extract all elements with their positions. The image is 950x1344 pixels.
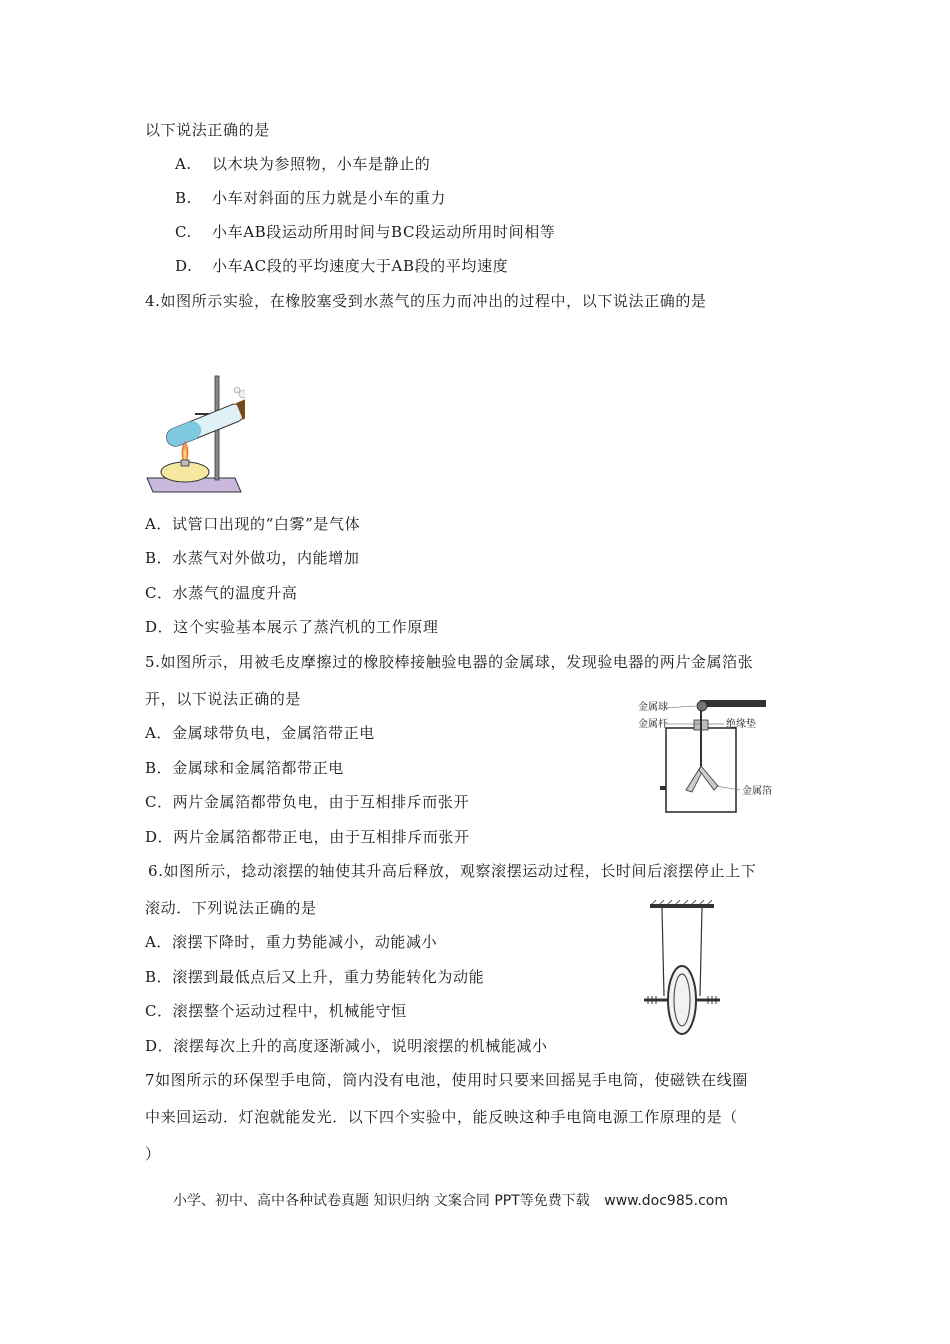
q3-option-b: B. 小车对斜面的压力就是小车的重力 [175, 189, 447, 207]
q5-option-d: D．两片金属箔都带正电，由于互相排斥而张开 [145, 828, 470, 846]
q6-option-a: A．滚摆下降时，重力势能减小，动能减小 [145, 933, 438, 951]
q6-option-d: D．滚摆每次上升的高度逐渐减小，说明滚摆的机械能减小 [145, 1037, 548, 1055]
electroscope-label-ball: 金属球 [638, 702, 668, 713]
page-footer [173, 1190, 728, 1210]
q7-line3: ） [145, 1145, 161, 1163]
q4-option-b: B．水蒸气对外做功，内能增加 [145, 549, 360, 567]
q5-option-c: C．两片金属箔都带负电，由于互相排斥而张开 [145, 793, 470, 811]
q7-line2: 中来回运动．灯泡就能发光．以下四个实验中，能反映这种手电筒电源工作原理的是（ [145, 1108, 738, 1126]
q5-stem-line1: 5.如图所示，用被毛皮摩擦过的橡胶棒接触验电器的金属球，发现验电器的两片金属箔张 [145, 653, 754, 671]
q4-option-a: A．试管口出现的“白雾”是气体 [145, 515, 361, 533]
electroscope-label-rod: 金属杆 [638, 719, 668, 730]
q7-line1: 7如图所示的环保型手电筒，筒内没有电池，使用时只要来回摇晃手电筒，使磁铁在线圈 [145, 1071, 748, 1089]
footer-text: 小学、初中、高中各种试卷真题 知识归纳 文案合同 PPT等免费下载 [173, 1193, 590, 1209]
maxwell-wheel-figure [640, 900, 724, 1042]
q4-option-d: D．这个实验基本展示了蒸汽机的工作原理 [145, 618, 439, 636]
q3-option-a: A. 以木块为参照物，小车是静止的 [175, 155, 431, 173]
q5-option-b: B．金属球和金属箔都带正电 [145, 759, 344, 777]
q4-stem: 4.如图所示实验，在橡胶塞受到水蒸气的压力而冲出的过程中，以下说法正确的是 [145, 292, 707, 310]
q5-option-a: A．金属球带负电，金属箔带正电 [145, 724, 375, 742]
footer-site-link[interactable]: www.doc985.com [604, 1193, 728, 1209]
q6-stem-line2: 滚动．下列说法正确的是 [145, 899, 317, 917]
q3-stem-tail: 以下说法正确的是 [145, 121, 270, 139]
q5-stem-line2: 开，以下说法正确的是 [145, 690, 302, 708]
q6-option-c: C．滚摆整个运动过程中，机械能守恒 [145, 1002, 407, 1020]
q4-option-c: C．水蒸气的温度升高 [145, 584, 298, 602]
q6-option-b: B．滚摆到最低点后又上升，重力势能转化为动能 [145, 968, 485, 986]
test-tube-steam-figure [145, 372, 245, 496]
q3-option-d: D. 小车AC段的平均速度大于AB段的平均速度 [175, 257, 509, 275]
q3-option-c: C. 小车AB段运动所用时间与BC段运动所用时间相等 [175, 223, 556, 241]
electroscope-figure [638, 694, 778, 818]
electroscope-label-insulator: 绝缘垫 [726, 719, 756, 730]
electroscope-label-foil: 金属箔 [742, 786, 772, 797]
q6-stem-line1: 6.如图所示，捻动滚摆的轴使其升高后释放，观察滚摆运动过程，长时间后滚摆停止上下 [148, 862, 757, 880]
